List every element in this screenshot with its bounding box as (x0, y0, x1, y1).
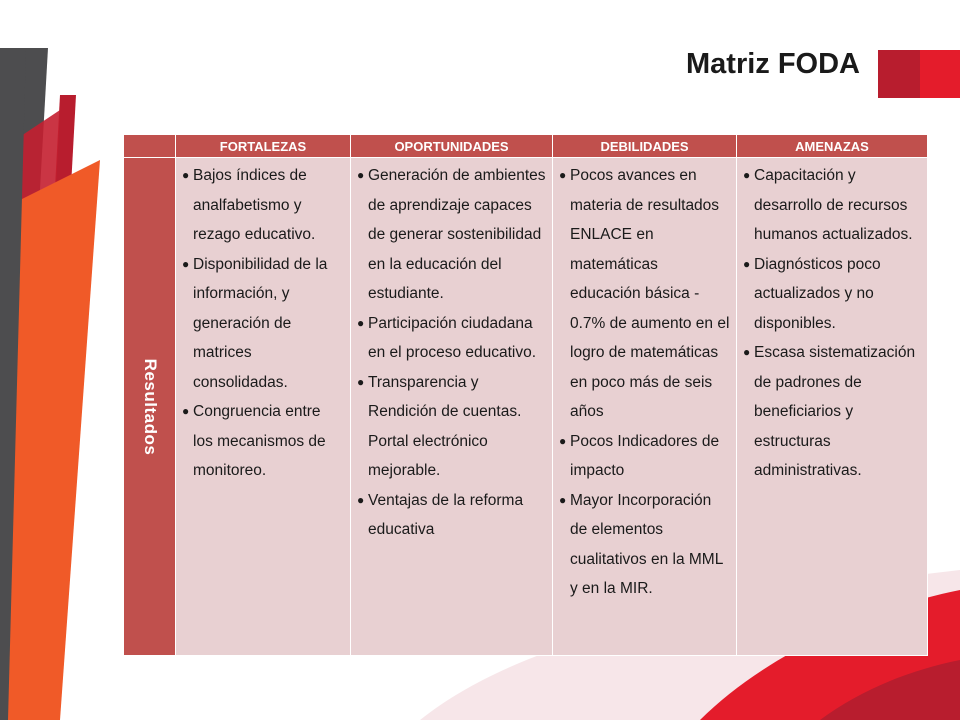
amenazas-list (743, 161, 921, 486)
row-label: Resultados (140, 358, 160, 455)
debilidades-cell (553, 158, 737, 656)
list-item: ● Disponibilidad de la información, y generación de matrices consolidadas. (182, 250, 344, 398)
list-item: ● Participación ciudadana en el proceso educativo. (357, 309, 546, 368)
list-item: ● Mayor Incorporación de elementos cualitativos en la MML y en la MIR. (559, 486, 730, 604)
bullet-icon: ● (182, 404, 190, 418)
bullet-icon: ● (357, 492, 365, 507)
list-item: ● Escasa sistematización de padrones de beneficiarios y estructuras administrativas. (743, 338, 921, 486)
title-accent-red (920, 50, 960, 98)
list-item: ● Bajos índices de analfabetismo y rezago educativo. (182, 161, 344, 250)
bullet-icon: ● (743, 345, 751, 359)
bullet-icon: ● (182, 168, 190, 182)
fortalezas-cell (176, 158, 351, 656)
bullet-icon: ● (743, 168, 751, 182)
list-item: ● Capacitación y desarrollo de recursos humanos actualizados. (743, 161, 921, 250)
slide-title: Matriz FODA (686, 48, 860, 80)
header-fortalezas: FORTALEZAS (176, 135, 351, 158)
bullet-icon: ● (559, 168, 567, 182)
oportunidades-list (357, 161, 546, 545)
title-accent-dark (878, 50, 920, 98)
header-row (124, 135, 928, 158)
header-amenazas: AMENAZAS (737, 135, 928, 158)
list-item: ● Pocos Indicadores de impacto (559, 427, 730, 486)
amenazas-cell (737, 158, 928, 656)
bullet-icon: ● (357, 315, 365, 330)
bullet-icon: ● (559, 433, 567, 448)
bullet-icon: ● (182, 256, 190, 271)
row-label-cell (124, 158, 176, 656)
oportunidades-cell (351, 158, 553, 656)
debilidades-list (559, 161, 730, 604)
header-corner (124, 135, 176, 158)
bullet-icon: ● (559, 492, 567, 507)
list-item: ● Pocos avances en materia de resultados ENLACE en matemáticas educación básica - 0.7% de aumento en el logro de matemáticas en poco más de seis años (559, 161, 730, 427)
table-row (124, 158, 928, 656)
bullet-icon: ● (357, 374, 365, 389)
bullet-icon: ● (357, 168, 365, 182)
header-oportunidades: OPORTUNIDADES (351, 135, 553, 158)
foda-table (123, 134, 928, 656)
list-item: ● Generación de ambientes de aprendizaje capaces de generar sostenibilidad en la educación del estudiante. (357, 161, 546, 309)
list-item: ● Transparencia y Rendición de cuentas. Portal electrónico mejorable. (357, 368, 546, 486)
list-item: ● Diagnósticos poco actualizados y no disponibles. (743, 250, 921, 339)
bullet-icon: ● (743, 256, 751, 271)
list-item: ● Ventajas de la reforma educativa (357, 486, 546, 545)
list-item: ● Congruencia entre los mecanismos de monitoreo. (182, 397, 344, 486)
header-debilidades: DEBILIDADES (553, 135, 737, 158)
fortalezas-list (182, 161, 344, 486)
